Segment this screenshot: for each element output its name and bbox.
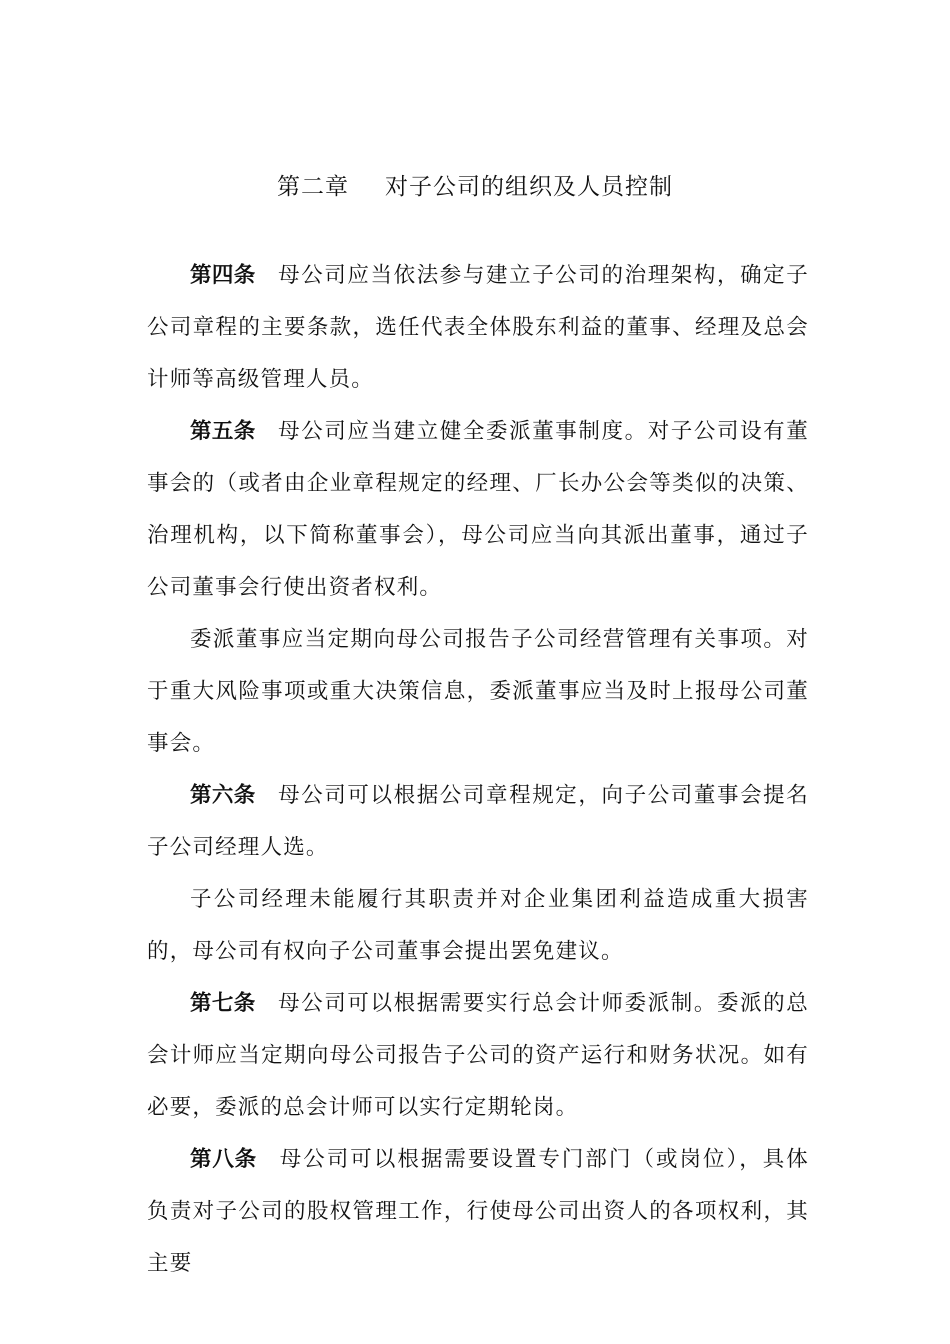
document-body (147, 250, 809, 1290)
paragraph-text: 母公司可以根据需要设置专门部门（或岗位），具体负责对子公司的股权管理工作，行使母公司出资人的各项权利，其主要 (147, 1147, 809, 1276)
article-7 (147, 978, 809, 1134)
paragraph-text: 子公司经理未能履行其职责并对企业集团利益造成重大损害的，母公司有权向子公司董事会提出罢免建议。 (147, 887, 809, 964)
article-label: 第六条 (190, 783, 256, 808)
article-5-continued (147, 614, 809, 770)
article-4 (147, 250, 809, 406)
paragraph-text: 委派董事应当定期向母公司报告子公司经营管理有关事项。对于重大风险事项或重大决策信息，委派董事应当及时上报母公司董事会。 (147, 627, 809, 756)
paragraph-text: 母公司可以根据需要实行总会计师委派制。委派的总会计师应当定期向母公司报告子公司的资产运行和财务状况。如有必要，委派的总会计师可以实行定期轮岗。 (147, 991, 809, 1120)
article-6 (147, 770, 809, 874)
article-label: 第八条 (190, 1147, 257, 1172)
article-label: 第七条 (190, 991, 256, 1016)
article-5 (147, 406, 809, 614)
article-label: 第四条 (190, 263, 256, 288)
paragraph-text: 母公司应当建立健全委派董事制度。对子公司设有董事会的（或者由企业章程规定的经理、厂长办公会等类似的决策、治理机构，以下简称董事会），母公司应当向其派出董事，通过子公司董事会行使出资者权利。 (147, 419, 809, 600)
article-6-continued (147, 874, 809, 978)
paragraph-text: 母公司应当依法参与建立子公司的治理架构，确定子公司章程的主要条款，选任代表全体股东利益的董事、经理及总会计师等高级管理人员。 (147, 263, 809, 392)
chapter-number: 第二章 (277, 174, 349, 200)
article-8 (147, 1134, 809, 1290)
paragraph-text: 母公司可以根据公司章程规定，向子公司董事会提名子公司经理人选。 (147, 783, 809, 860)
article-label: 第五条 (190, 419, 256, 444)
chapter-heading (0, 168, 950, 201)
chapter-title: 对子公司的组织及人员控制 (385, 174, 673, 200)
